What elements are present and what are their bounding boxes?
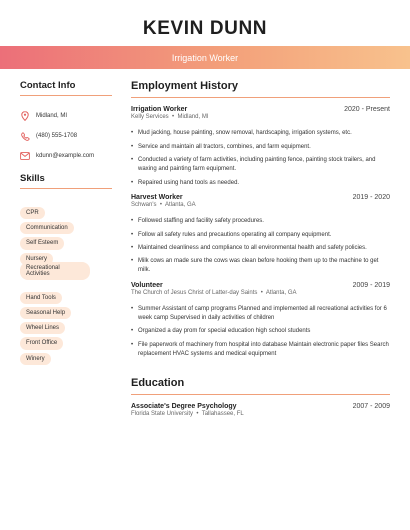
- skill-tag: Front Office: [20, 337, 63, 349]
- skill-tag: Recreational Activities: [20, 262, 90, 281]
- job-location: Atlanta, GA: [265, 290, 297, 296]
- contact-section: [20, 80, 112, 166]
- education-location: Tallahassee, FL: [201, 411, 244, 417]
- job-bullet: • Service and maintain all tractors, combines, and farm equipment.: [131, 143, 390, 152]
- job-bullet: • Organized a day prom for special education high school students: [131, 327, 390, 336]
- skill-tag: Wheel Lines: [20, 322, 65, 334]
- contact-location: [20, 106, 112, 126]
- education-section: [131, 377, 390, 395]
- education-school: Florida State University: [131, 411, 194, 417]
- job-title: Irrigation Worker: [171, 52, 239, 63]
- job-company: Schwan's: [131, 202, 157, 208]
- job-entry-employer: Schwan's • Atlanta, GA: [131, 202, 196, 208]
- job-entry-dates: 2009 - 2019: [352, 282, 390, 289]
- job-company: Kelly Services: [131, 114, 169, 120]
- job-bullet: • File paperwork of machinery from hospital into database Maintain electronic paper files Search replacement HVAC systems and medical equipment: [131, 341, 390, 358]
- job-entry-employer: Kelly Services • Midland, MI: [131, 114, 209, 120]
- phone-icon: [20, 131, 30, 141]
- contact-location-text: Midland, MI: [36, 113, 68, 119]
- skills-heading: Skills: [20, 173, 112, 189]
- employment-section: [131, 80, 390, 98]
- job-bullet: • Maintained cleanliness and compliance to all environmental health and safety policies.: [131, 244, 390, 253]
- education-degree: Associate's Degree Psychology: [131, 403, 237, 410]
- job-bullet: • Followed staffing and facility safety procedures.: [131, 217, 390, 226]
- skill-tag: Self Esteem: [20, 237, 64, 249]
- job-entry-employer: The Church of Jesus Christ of Latter-day Saints • Atlanta, GA: [131, 290, 297, 296]
- job-entry-title: Volunteer: [131, 282, 163, 289]
- job-company: The Church of Jesus Christ of Latter-day Saints: [131, 290, 258, 296]
- skill-tag: Communication: [20, 222, 74, 234]
- job-bullet: • Conducted a variety of farm activities, including painting fence, painting stock trailers, and waxing and painting farm equipment.: [131, 156, 390, 173]
- skill-tag: Seasonal Help: [20, 307, 71, 319]
- contact-heading: Contact Info: [20, 80, 112, 96]
- job-bullet: • Follow all safety rules and precautions operating all company equipment.: [131, 231, 390, 240]
- employment-heading: Employment History: [131, 80, 390, 98]
- job-bullet: • Mud jacking, house painting, snow removal, hardscaping, irrigation systems, etc.: [131, 129, 390, 138]
- candidate-name: KEVIN DUNN: [142, 18, 268, 39]
- skill-tag: Nursery: [20, 253, 53, 265]
- skills-list: [20, 201, 112, 362]
- job-location: Midland, MI: [177, 114, 209, 120]
- job-bullet: • Repaired using hand tools as needed.: [131, 179, 390, 188]
- job-bullet: • Summer Assistant of camp programs Planned and implemented all recreational activities for 6 week camp Supervised in daily activities of children: [131, 305, 390, 322]
- job-entry-title: Irrigation Worker: [131, 106, 188, 113]
- job-entry-title: Harvest Worker: [131, 194, 183, 201]
- skill-tag: CPR: [20, 207, 45, 219]
- education-entry: [131, 403, 390, 417]
- contact-phone: [20, 126, 112, 146]
- education-school-line: Florida State University • Tallahassee, FL: [131, 411, 244, 417]
- job-entry: [131, 106, 390, 120]
- contact-phone-text: (480) 555-1708: [36, 133, 78, 139]
- skill-tag: Hand Tools: [20, 292, 62, 304]
- education-dates: 2007 - 2009: [352, 403, 390, 410]
- email-icon: [20, 151, 30, 161]
- job-entry: [131, 194, 390, 208]
- job-entry-dates: 2019 - 2020: [352, 194, 390, 201]
- education-heading: Education: [131, 377, 390, 395]
- job-entry: [131, 282, 390, 296]
- location-pin-icon: [20, 111, 30, 121]
- job-bullet: • Milk cows an made sure the cows was clean before hooking them up to the machine to get milk.: [131, 257, 390, 274]
- contact-email-text[interactable]: kdunn@example.com: [36, 153, 95, 159]
- job-entry-dates: 2020 - Present: [344, 106, 390, 113]
- job-title-banner: [0, 46, 410, 69]
- job-location: Atlanta, GA: [164, 202, 196, 208]
- contact-email[interactable]: [20, 146, 112, 166]
- skill-tag: Winery: [20, 353, 51, 365]
